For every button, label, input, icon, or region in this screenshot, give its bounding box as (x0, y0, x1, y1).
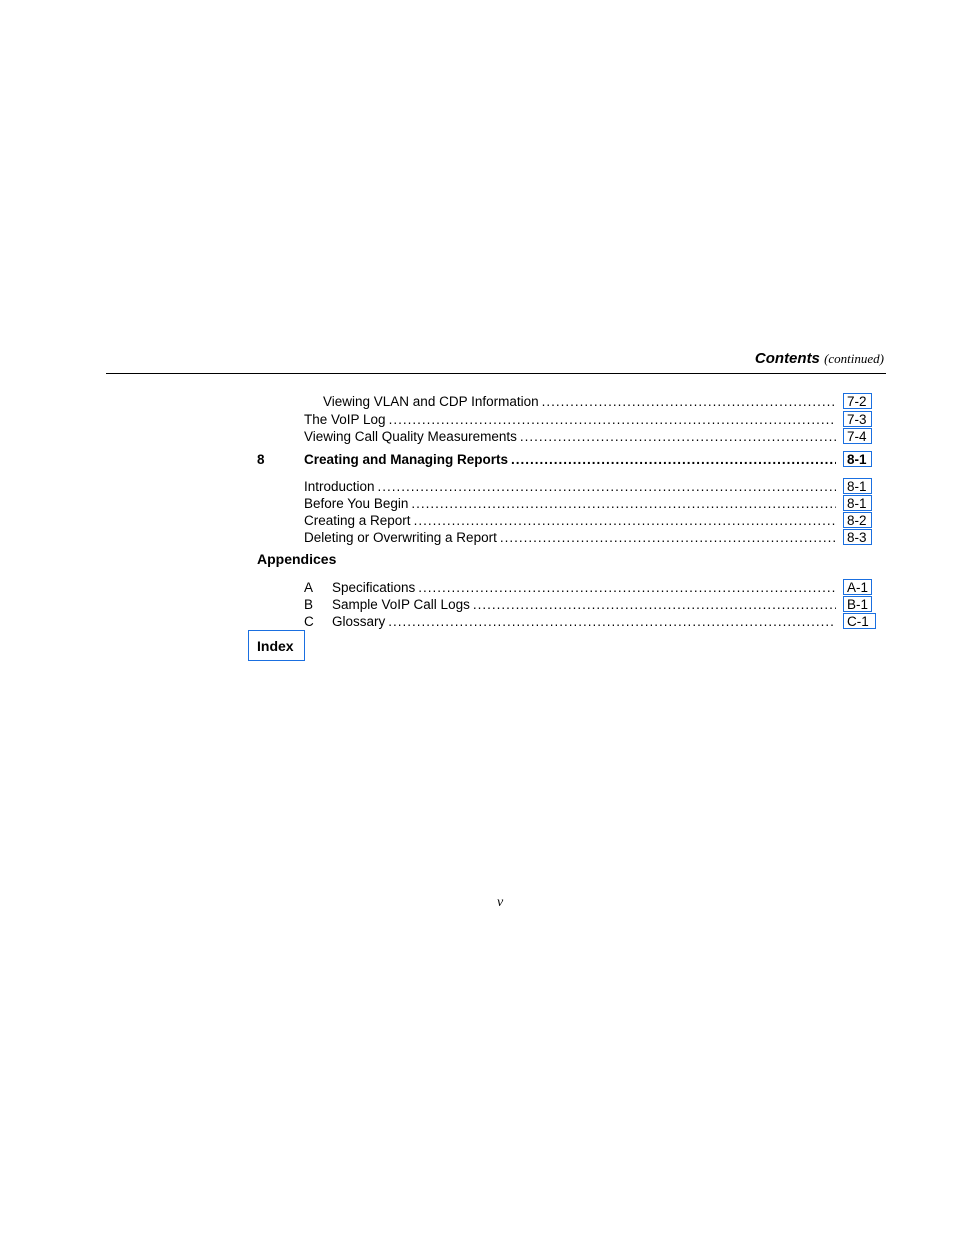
header-title (755, 350, 884, 367)
continued-label: (continued) (824, 351, 884, 366)
page-number: v (497, 895, 504, 910)
page-link-a-1[interactable]: A-1 (843, 579, 872, 595)
page-link-8-1-b[interactable]: 8-1 (843, 495, 872, 511)
page-link-8-2[interactable]: 8-2 (843, 512, 872, 528)
page-link-8-1-chapter[interactable]: 8-1 (843, 451, 872, 467)
header-rule (106, 373, 886, 374)
index-link[interactable]: Index (248, 630, 305, 661)
toc-entry-voip-log[interactable]: The VoIP Log ..... (304, 411, 836, 428)
page-link-b-1[interactable]: B-1 (843, 596, 872, 612)
toc-appendix-specifications[interactable]: Specifications ..... (332, 579, 836, 596)
toc-entry-before-you-begin[interactable]: Before You Begin ..... (304, 495, 836, 512)
toc-appendix-sample-logs[interactable]: Sample VoIP Call Logs ..... (332, 596, 836, 613)
page-link-7-4[interactable]: 7-4 (843, 428, 872, 444)
toc-appendix-glossary[interactable]: Glossary ..... (332, 613, 836, 630)
toc-entry-call-quality[interactable]: Viewing Call Quality Measurements ..... (304, 428, 836, 445)
page-link-7-3[interactable]: 7-3 (843, 411, 872, 427)
appendix-letter-c: C (304, 614, 314, 629)
page-link-7-2[interactable]: 7-2 (843, 393, 872, 409)
contents-heading: Contents (754, 350, 820, 367)
toc-entry-deleting-report[interactable]: Deleting or Overwriting a Report ..... (304, 529, 836, 546)
toc-entry-creating-report[interactable]: Creating a Report ..... (304, 512, 836, 529)
page-link-8-3[interactable]: 8-3 (843, 529, 872, 545)
chapter-number: 8 (257, 452, 265, 467)
page-link-c-1[interactable]: C-1 (843, 613, 876, 629)
appendix-letter-a: A (304, 580, 314, 595)
toc-chapter-8[interactable]: Creating and Managing Reports ..... (304, 451, 836, 468)
appendices-heading: Appendices (257, 551, 337, 567)
page-link-8-1[interactable]: 8-1 (843, 478, 872, 494)
appendix-letter-b: B (304, 597, 314, 612)
toc-entry-introduction[interactable]: Introduction ..... (304, 478, 836, 495)
toc-entry-vlan-cdp[interactable]: Viewing VLAN and CDP Information ..... (323, 393, 836, 410)
